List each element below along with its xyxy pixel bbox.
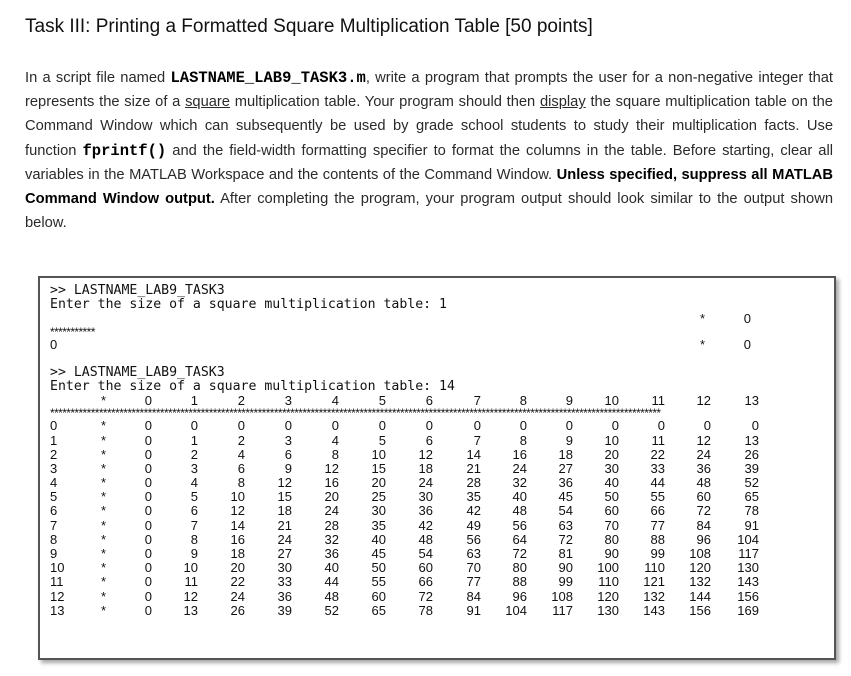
- instr-text-2: , write a program that prompts the user for a non-negative integer that represents the size of a: [25, 70, 833, 111]
- table-cell: 72: [696, 503, 711, 519]
- table-cell: 45: [371, 546, 386, 561]
- table-cell: 117: [738, 546, 759, 561]
- row-star: *: [100, 432, 106, 448]
- table-cell: 11: [651, 432, 665, 448]
- header-cell: 3: [284, 393, 292, 409]
- table-cell: 16: [512, 446, 527, 462]
- table-cell: 0: [237, 418, 245, 434]
- table-cell: 40: [371, 531, 386, 547]
- run2-command: >> LASTNAME_LAB9_TASK3: [50, 364, 225, 380]
- table-row: [50, 547, 761, 561]
- table-cell: 33: [277, 574, 292, 590]
- table-cell: 64: [512, 531, 527, 547]
- table-cell: 72: [558, 531, 573, 547]
- table-cell: 60: [371, 588, 386, 604]
- table-cell: 33: [650, 460, 665, 476]
- row-star: *: [100, 546, 106, 561]
- table-cell: 18: [418, 460, 433, 476]
- table-cell: 65: [371, 602, 386, 618]
- row-star: *: [100, 446, 106, 462]
- table-cell: 6: [237, 460, 245, 476]
- table-cell: 0: [144, 531, 152, 547]
- header-cell: 6: [425, 393, 433, 409]
- table-cell: 54: [558, 503, 573, 519]
- header-cell: 7: [473, 393, 481, 409]
- table-cell: 12: [277, 475, 292, 491]
- row-star: *: [100, 517, 106, 533]
- table-cell: 3: [284, 432, 292, 448]
- table-cell: 108: [689, 546, 711, 561]
- table-cell: 50: [371, 560, 386, 576]
- table-cell: 36: [558, 475, 573, 491]
- table-row: [50, 476, 761, 490]
- table-cell: 56: [512, 517, 527, 533]
- table-cell: 24: [418, 475, 433, 491]
- table-cell: 10: [371, 446, 386, 462]
- table-cell: 0: [378, 418, 386, 434]
- table-cell: 0: [144, 517, 152, 533]
- row-label: 13: [50, 602, 65, 618]
- header-cell: 0: [743, 311, 751, 327]
- table-cell: 169: [737, 602, 759, 618]
- row-label: 6: [50, 503, 58, 519]
- table-cell: 26: [230, 602, 245, 618]
- table-cell: 4: [331, 432, 339, 448]
- table-cell: 8: [331, 446, 339, 462]
- table-cell: 40: [512, 489, 527, 505]
- table-cell: 5: [190, 489, 198, 505]
- table-cell: 10: [230, 489, 245, 505]
- instr-text-3: multiplication table. Your program should then: [229, 94, 540, 111]
- table-cell: 40: [324, 560, 339, 576]
- table-cell: 88: [650, 531, 665, 547]
- table-row: [50, 590, 761, 604]
- run1-table: [50, 312, 761, 351]
- table-cell: 0: [144, 446, 152, 462]
- instr-text-4: the square multiplication table on the Command Window which can subsequently be used by grade school students to study their multiplication facts. Use function: [25, 94, 833, 159]
- table-cell: 8: [237, 475, 245, 491]
- table-cell: 26: [744, 446, 759, 462]
- table-cell: 20: [371, 475, 386, 491]
- table-cell: 48: [696, 475, 711, 491]
- table-cell: 144: [689, 588, 711, 604]
- table-row: [50, 434, 761, 448]
- table-cell: 0: [144, 489, 152, 505]
- table-cell: 52: [324, 602, 339, 618]
- table-cell: 8: [519, 432, 527, 448]
- header-cell: 0: [144, 393, 152, 409]
- row-label: 0: [50, 418, 58, 434]
- table-cell: 110: [644, 560, 665, 576]
- table-cell: 42: [418, 517, 433, 533]
- table-cell: 81: [558, 546, 573, 561]
- table-cell: 48: [512, 503, 527, 519]
- table-cell: 18: [558, 446, 573, 462]
- table-row: [50, 419, 761, 433]
- table-cell: 36: [277, 588, 292, 604]
- table-separator: ***********: [50, 326, 95, 338]
- table-cell: 60: [696, 489, 711, 505]
- header-cell: 1: [190, 393, 198, 409]
- row-star: *: [100, 475, 106, 491]
- table-cell: 108: [551, 588, 573, 604]
- table-cell: 12: [324, 460, 339, 476]
- table-cell: 60: [418, 560, 433, 576]
- instructions-paragraph: [25, 66, 833, 235]
- run2-prompt: Enter the size of a square multiplication table: 14: [50, 378, 455, 394]
- table-cell: 0: [611, 418, 619, 434]
- table-cell: 2: [190, 446, 198, 462]
- row-star: *: [100, 560, 106, 576]
- table-cell: 16: [230, 531, 245, 547]
- table-cell: 78: [418, 602, 433, 618]
- header-cell: 8: [519, 393, 527, 409]
- table-cell: 0: [473, 418, 481, 434]
- row-star: *: [100, 460, 106, 476]
- table-cell: 40: [604, 475, 619, 491]
- table-cell: 99: [558, 574, 573, 590]
- row-label: 10: [50, 560, 65, 576]
- table-row: [50, 604, 761, 618]
- table-header-row: [50, 394, 761, 408]
- table-cell: 21: [277, 517, 292, 533]
- table-cell: 30: [371, 503, 386, 519]
- table-cell: 21: [466, 460, 481, 476]
- table-cell: 14: [466, 446, 481, 462]
- table-cell: 12: [418, 446, 433, 462]
- table-row: [50, 448, 761, 462]
- row-label: 11: [50, 574, 64, 590]
- table-cell: 143: [737, 574, 759, 590]
- table-cell: 7: [473, 432, 481, 448]
- table-cell: 0: [144, 460, 152, 476]
- header-cell: 9: [565, 393, 573, 409]
- table-cell: 30: [277, 560, 292, 576]
- table-cell: 4: [237, 446, 245, 462]
- table-cell: 15: [277, 489, 292, 505]
- instr-text-6: After completing the program, your program output should look similar to the output shown below.: [25, 191, 833, 232]
- table-cell: 80: [604, 531, 619, 547]
- table-cell: 39: [277, 602, 292, 618]
- square-underlined: square: [185, 94, 230, 111]
- table-cell: 96: [696, 531, 711, 547]
- table-row: [50, 338, 761, 352]
- table-cell: 25: [371, 489, 386, 505]
- table-cell: 63: [558, 517, 573, 533]
- table-cell: 70: [604, 517, 619, 533]
- table-cell: 24: [277, 531, 292, 547]
- table-cell: 0: [144, 432, 152, 448]
- table-cell: 5: [378, 432, 386, 448]
- table-cell: 0: [144, 418, 152, 434]
- table-cell: 49: [466, 517, 481, 533]
- row-label: 7: [50, 517, 58, 533]
- row-label: 9: [50, 546, 58, 561]
- table-cell: 35: [371, 517, 386, 533]
- table-cell: 130: [737, 560, 759, 576]
- table-cell: 77: [650, 517, 665, 533]
- table-cell: 0: [703, 418, 711, 434]
- instr-text-5: and the field-width formatting specifier to format the columns in the table. Before starting, clear all variables in the MATLAB Workspace and the contents of the Command Window.: [25, 142, 833, 183]
- table-cell: 90: [558, 560, 573, 576]
- table-cell: 132: [689, 574, 711, 590]
- row-star: *: [100, 602, 106, 618]
- suppress-output-note: Unless specified, suppress all MATLAB Command Window output.: [25, 166, 833, 208]
- row-star: *: [100, 503, 106, 519]
- table-cell: 55: [371, 574, 386, 590]
- fprintf-function: fprintf(): [82, 141, 167, 160]
- table-cell: 80: [512, 560, 527, 576]
- table-row: [50, 462, 761, 476]
- table-cell: 22: [230, 574, 245, 590]
- table-row: [50, 575, 761, 589]
- table-cell: 66: [650, 503, 665, 519]
- table-row: [50, 504, 761, 518]
- table-cell: 15: [371, 460, 386, 476]
- header-star: *: [100, 393, 106, 409]
- table-cell: 70: [466, 560, 481, 576]
- table-cell: 28: [324, 517, 339, 533]
- row-label: 12: [50, 588, 65, 604]
- table-cell: 0: [190, 418, 198, 434]
- table-cell: 18: [230, 546, 245, 561]
- table-cell: 78: [744, 503, 759, 519]
- table-cell: 9: [565, 432, 573, 448]
- row-star: *: [699, 336, 705, 352]
- run1-prompt: Enter the size of a square multiplication table: 1: [50, 297, 447, 313]
- table-cell: 0: [144, 574, 152, 590]
- row-label: 8: [50, 531, 58, 547]
- table-cell: 0: [565, 418, 573, 434]
- row-label: 2: [50, 446, 58, 462]
- table-cell: 63: [466, 546, 481, 561]
- table-cell: 77: [466, 574, 481, 590]
- table-cell: 0: [144, 588, 152, 604]
- row-star: *: [100, 418, 106, 434]
- task-title: Task III: Printing a Formatted Square Multiplication Table [50 points]: [25, 16, 593, 37]
- table-cell: 60: [604, 503, 619, 519]
- row-star: *: [100, 574, 106, 590]
- table-cell: 104: [737, 531, 759, 547]
- header-cell: 11: [651, 393, 665, 409]
- script-filename: LASTNAME_LAB9_TASK3.m: [170, 69, 366, 87]
- table-cell: 36: [696, 460, 711, 476]
- table-cell: 0: [144, 602, 152, 618]
- header-cell: 5: [378, 393, 386, 409]
- table-cell: 0: [519, 418, 527, 434]
- table-cell: 44: [650, 475, 665, 491]
- table-cell: 104: [505, 602, 527, 618]
- table-cell: 36: [418, 503, 433, 519]
- table-cell: 39: [744, 460, 759, 476]
- table-cell: 7: [190, 517, 198, 533]
- instr-text-1: In a script file named: [25, 70, 171, 86]
- table-cell: 0: [144, 503, 152, 519]
- command-window-output: [38, 276, 836, 660]
- row-label: 0: [50, 336, 58, 352]
- row-star: *: [100, 489, 106, 505]
- table-cell: 0: [284, 418, 292, 434]
- table-row: [50, 561, 761, 575]
- table-cell: 99: [650, 546, 665, 561]
- table-cell: 0: [144, 560, 152, 576]
- table-cell: 6: [425, 432, 433, 448]
- table-row: [50, 519, 761, 533]
- table-cell: 66: [418, 574, 433, 590]
- table-cell: 0: [331, 418, 339, 434]
- row-label: 4: [50, 475, 58, 491]
- table-cell: 13: [744, 432, 759, 448]
- table-cell: 27: [558, 460, 573, 476]
- table-cell: 88: [512, 574, 527, 590]
- table-cell: 13: [183, 602, 198, 618]
- table-cell: 18: [277, 503, 292, 519]
- table-cell: 0: [743, 336, 751, 352]
- table-cell: 22: [650, 446, 665, 462]
- table-cell: 0: [751, 418, 759, 434]
- header-cell: 12: [696, 393, 711, 409]
- table-cell: 156: [737, 588, 759, 604]
- table-cell: 56: [466, 531, 481, 547]
- table-cell: 84: [696, 517, 711, 533]
- table-cell: 10: [183, 560, 198, 576]
- table-cell: 0: [657, 418, 665, 434]
- table-cell: 48: [324, 588, 339, 604]
- header-star: *: [699, 311, 705, 327]
- table-cell: 16: [324, 475, 339, 491]
- table-row: [50, 490, 761, 504]
- table-cell: 32: [512, 475, 527, 491]
- table-cell: 110: [598, 574, 619, 590]
- table-cell: 96: [512, 588, 527, 604]
- header-cell: 10: [604, 393, 619, 409]
- table-cell: 35: [466, 489, 481, 505]
- table-cell: 27: [277, 546, 292, 561]
- table-header-row: [50, 312, 761, 326]
- row-label: 5: [50, 489, 58, 505]
- table-cell: 132: [643, 588, 665, 604]
- table-cell: 8: [190, 531, 198, 547]
- table-cell: 52: [744, 475, 759, 491]
- table-cell: 14: [230, 517, 245, 533]
- table-cell: 30: [604, 460, 619, 476]
- table-cell: 72: [512, 546, 527, 561]
- table-cell: 120: [597, 588, 619, 604]
- table-cell: 2: [237, 432, 245, 448]
- row-star: *: [100, 588, 106, 604]
- table-cell: 54: [418, 546, 433, 561]
- table-cell: 143: [643, 602, 665, 618]
- table-cell: 72: [418, 588, 433, 604]
- table-cell: 65: [744, 489, 759, 505]
- table-cell: 20: [604, 446, 619, 462]
- table-cell: 11: [184, 574, 198, 590]
- table-cell: 6: [190, 503, 198, 519]
- table-cell: 121: [643, 574, 665, 590]
- table-cell: 24: [512, 460, 527, 476]
- table-cell: 12: [696, 432, 711, 448]
- header-cell: 4: [331, 393, 339, 409]
- table-cell: 48: [418, 531, 433, 547]
- table-row: [50, 533, 761, 547]
- table-cell: 6: [284, 446, 292, 462]
- table-cell: 90: [604, 546, 619, 561]
- table-cell: 120: [689, 560, 711, 576]
- table-separator: ******************************************************************************************************************************************************: [50, 408, 661, 420]
- table-cell: 12: [183, 588, 198, 604]
- table-cell: 36: [324, 546, 339, 561]
- table-cell: 50: [604, 489, 619, 505]
- header-cell: 2: [237, 393, 245, 409]
- row-label: 3: [50, 460, 58, 476]
- table-cell: 24: [696, 446, 711, 462]
- table-cell: 84: [466, 588, 481, 604]
- table-cell: 156: [689, 602, 711, 618]
- table-cell: 91: [466, 602, 481, 618]
- table-cell: 42: [466, 503, 481, 519]
- table-cell: 44: [324, 574, 339, 590]
- table-cell: 20: [230, 560, 245, 576]
- table-cell: 0: [425, 418, 433, 434]
- table-cell: 130: [597, 602, 619, 618]
- table-cell: 0: [144, 546, 152, 561]
- table-cell: 117: [552, 602, 573, 618]
- table-cell: 55: [650, 489, 665, 505]
- display-underlined: display: [539, 94, 586, 111]
- row-label: 1: [50, 432, 58, 448]
- row-star: *: [100, 531, 106, 547]
- run2-table: [50, 394, 761, 618]
- table-cell: 12: [230, 503, 245, 519]
- table-cell: 10: [604, 432, 619, 448]
- table-cell: 1: [190, 432, 198, 448]
- table-cell: 32: [324, 531, 339, 547]
- table-cell: 24: [324, 503, 339, 519]
- table-cell: 24: [230, 588, 245, 604]
- table-cell: 20: [324, 489, 339, 505]
- table-cell: 9: [284, 460, 292, 476]
- table-cell: 3: [190, 460, 198, 476]
- table-cell: 0: [144, 475, 152, 491]
- table-cell: 9: [190, 546, 198, 561]
- table-cell: 28: [466, 475, 481, 491]
- header-cell: 13: [744, 393, 759, 409]
- table-cell: 4: [190, 475, 198, 491]
- table-cell: 30: [418, 489, 433, 505]
- table-cell: 100: [597, 560, 619, 576]
- run1-command: >> LASTNAME_LAB9_TASK3: [50, 283, 225, 298]
- table-cell: 91: [744, 517, 759, 533]
- table-cell: 45: [558, 489, 573, 505]
